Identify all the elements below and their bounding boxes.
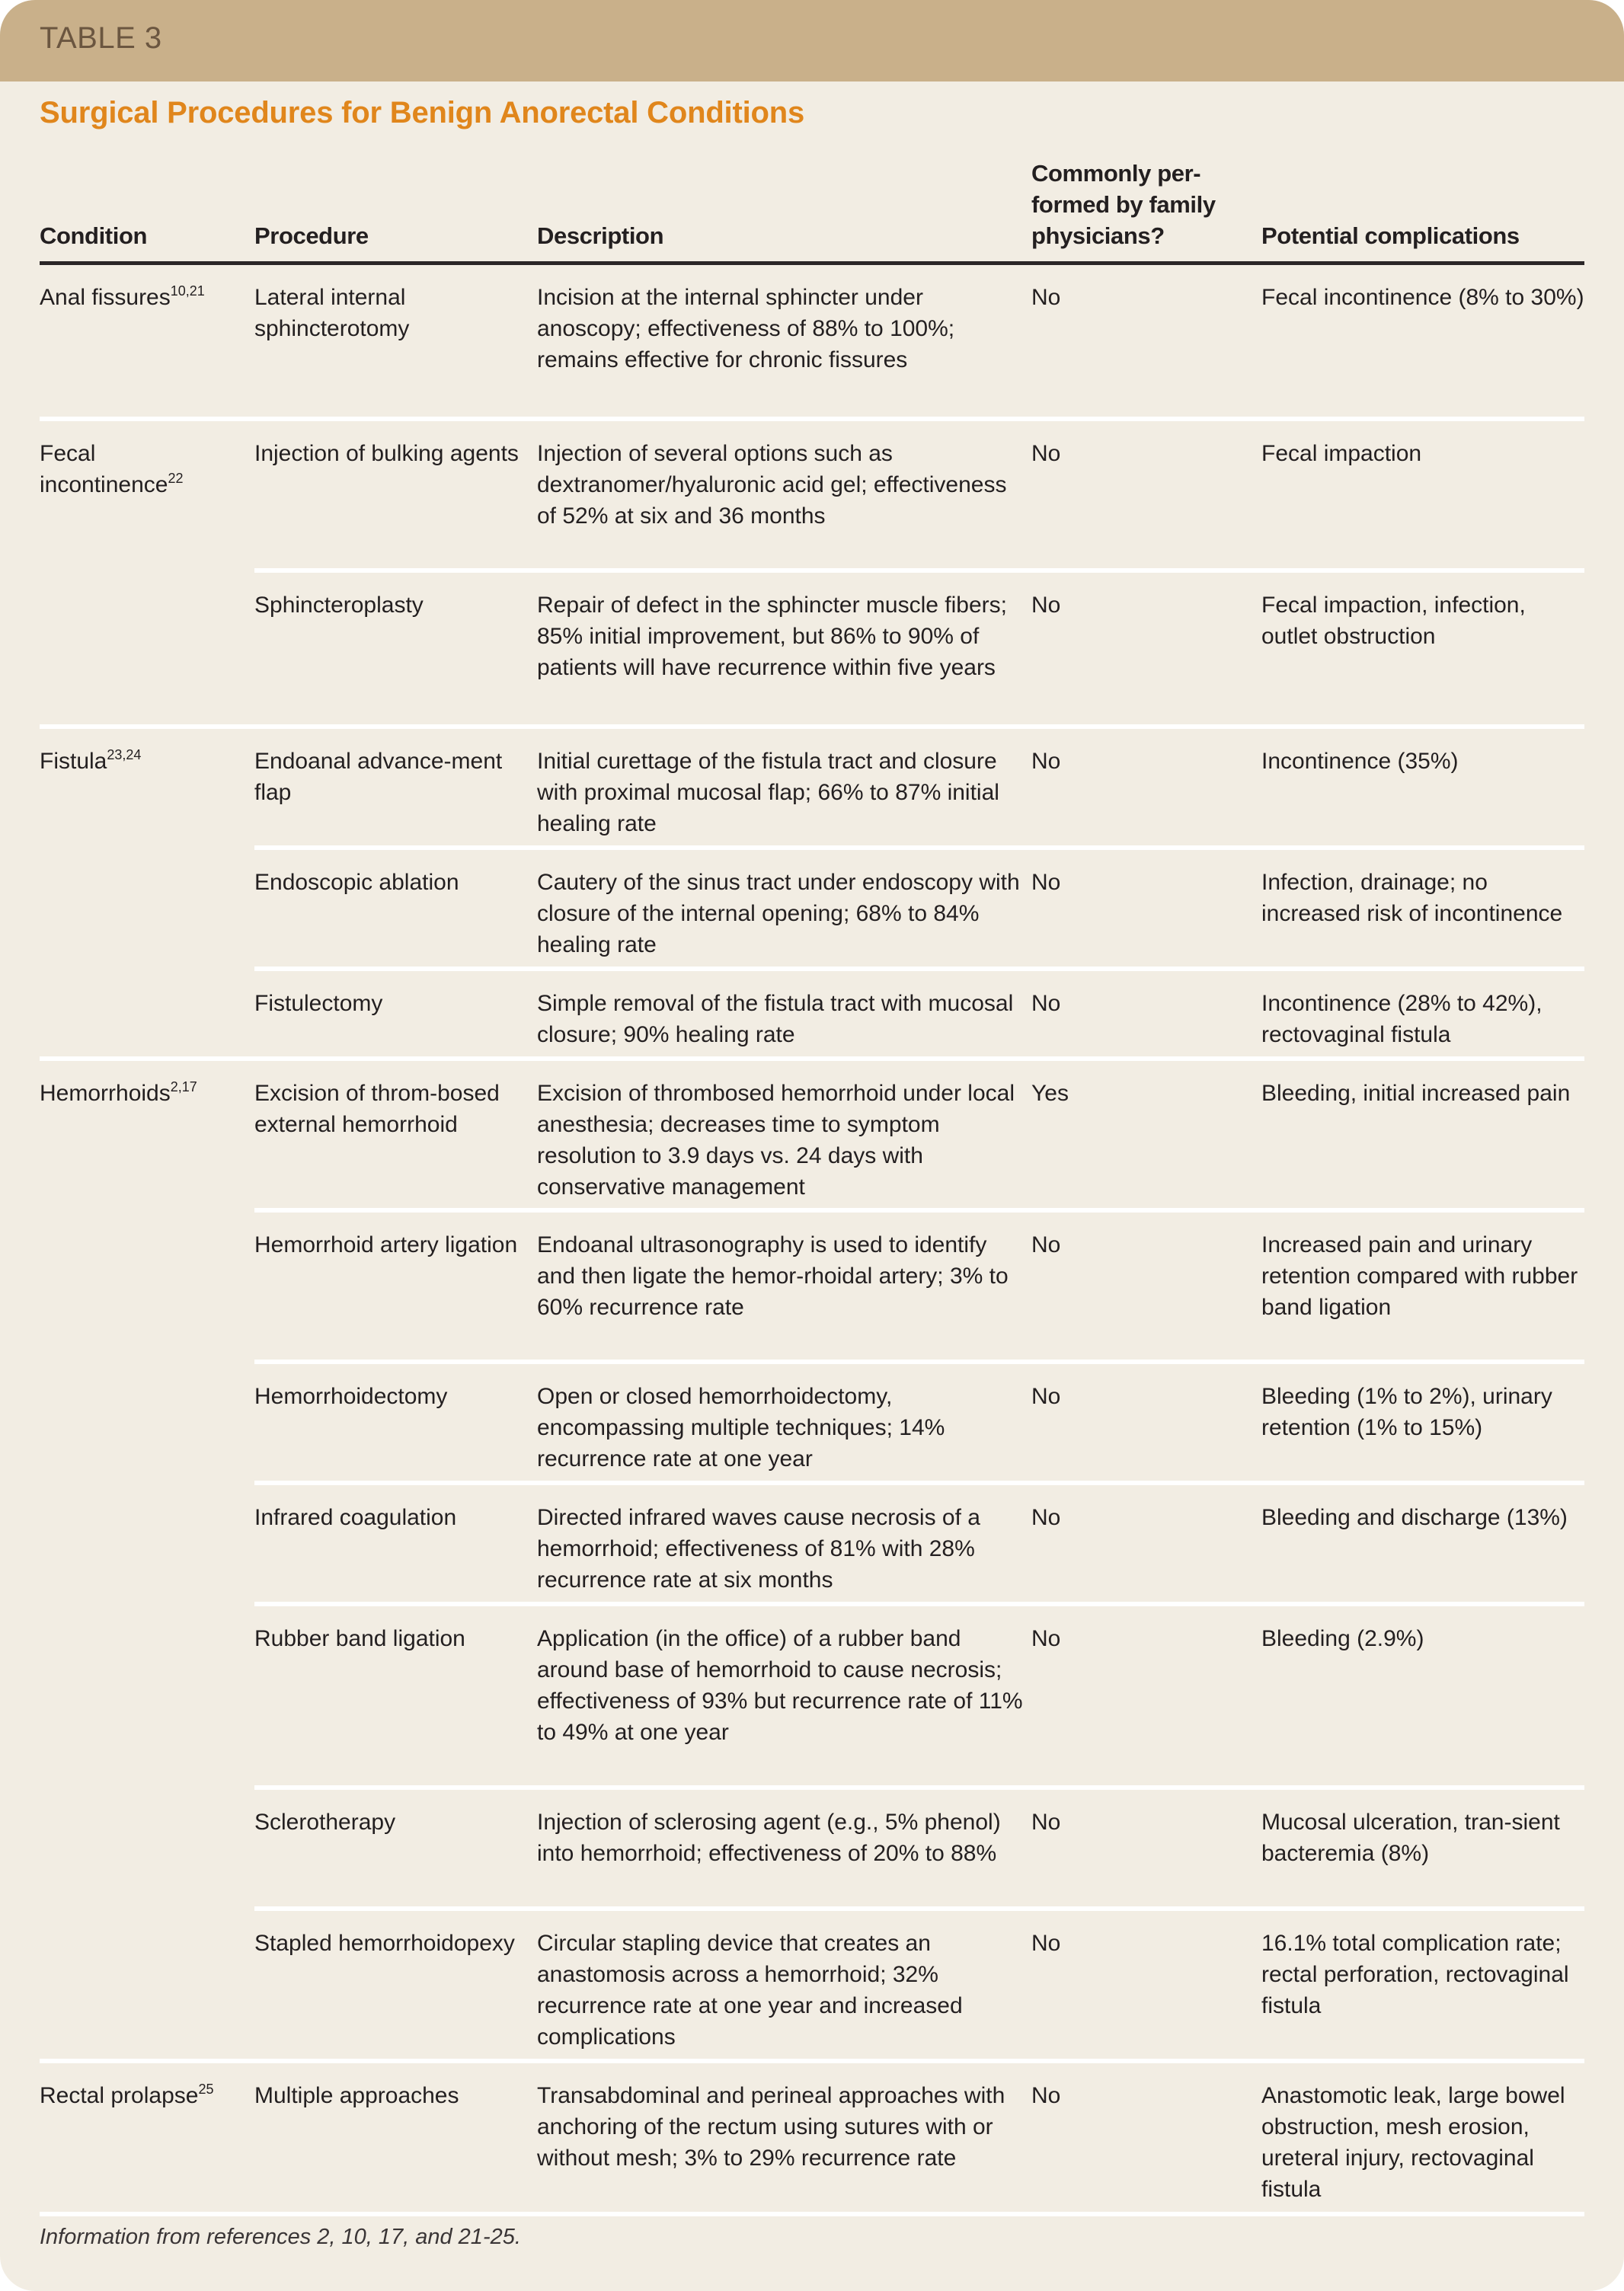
procedure-cell: Sclerotherapy xyxy=(254,1810,396,1835)
condition-group xyxy=(40,2063,1584,2216)
table-body xyxy=(40,265,1584,2216)
commonly-performed-cell: No xyxy=(1031,593,1061,618)
condition-group xyxy=(40,265,1584,421)
group-divider xyxy=(40,2212,1584,2216)
procedure-cell: Infrared coagulation xyxy=(254,1505,457,1530)
commonly-performed-cell: No xyxy=(1031,285,1061,310)
condition-reference: 23,24 xyxy=(107,747,142,762)
table-row xyxy=(254,573,1584,724)
table-row xyxy=(254,1364,1584,1485)
procedure-cell: Endoscopic ablation xyxy=(254,870,459,895)
commonly-performed-cell: No xyxy=(1031,1505,1061,1530)
description-cell: Incision at the internal sphincter under anoscopy; effectiveness of 88% to 100%; remains effective for chronic fissures xyxy=(537,285,955,372)
procedure-cell: Fistulectomy xyxy=(254,991,383,1016)
commonly-performed-cell: No xyxy=(1031,1384,1061,1409)
table-row xyxy=(254,1213,1584,1364)
complications-cell: Bleeding and discharge (13%) xyxy=(1261,1505,1568,1530)
condition-group xyxy=(40,1061,1584,2063)
description-cell: Initial curettage of the fistula tract and closure with proximal mucosal flap; 66% to 87% initial healing rate xyxy=(537,749,999,836)
condition-name: Anal fissures xyxy=(40,285,171,310)
commonly-performed-cell: No xyxy=(1031,1810,1061,1835)
description-cell: Excision of thrombosed hemorrhoid under local anesthesia; decreases time to symptom resolution to 3.9 days vs. 24 days with conservative management xyxy=(537,1081,1015,1200)
complications-cell: Incontinence (28% to 42%), rectovaginal fistula xyxy=(1261,991,1542,1047)
condition-cell xyxy=(40,438,245,500)
column-header-commonly-line2: formed by family xyxy=(1031,191,1216,218)
condition-name: Fistula xyxy=(40,749,107,774)
complications-cell: Fecal impaction, infection, outlet obstruction xyxy=(1261,593,1526,649)
condition-group xyxy=(40,729,1584,1061)
description-cell: Open or closed hemorrhoidectomy, encompassing multiple techniques; 14% recurrence rate at one year xyxy=(537,1384,945,1471)
condition-cell xyxy=(40,282,245,313)
condition-reference: 2,17 xyxy=(170,1079,197,1094)
procedure-cell: Multiple approaches xyxy=(254,2083,459,2108)
procedure-cell: Sphincteroplasty xyxy=(254,593,424,618)
description-cell: Directed infrared waves cause necrosis of a hemorrhoid; effectiveness of 81% with 28% recurrence rate at six months xyxy=(537,1505,980,1593)
procedure-cell: Hemorrhoidectomy xyxy=(254,1384,448,1409)
table-title: Surgical Procedures for Benign Anorectal Conditions xyxy=(40,96,805,129)
commonly-performed-cell: No xyxy=(1031,441,1061,466)
complications-cell: Bleeding, initial increased pain xyxy=(1261,1081,1571,1106)
table-row xyxy=(254,1606,1584,1790)
condition-reference: 22 xyxy=(168,471,184,486)
condition-reference: 10,21 xyxy=(170,283,205,299)
complications-cell: Bleeding (1% to 2%), urinary retention (1% to 15%) xyxy=(1261,1384,1552,1440)
description-cell: Injection of sclerosing agent (e.g., 5% phenol) into hemorrhoid; effectiveness of 20% to 88% xyxy=(537,1810,1001,1866)
description-cell: Repair of defect in the sphincter muscle fibers; 85% initial improvement, but 86% to 90% of patients will have recurrence within five years xyxy=(537,593,1007,680)
commonly-performed-cell: No xyxy=(1031,1626,1061,1651)
column-header-commonly-performed xyxy=(1031,158,1252,251)
column-header-commonly-line1: Commonly per- xyxy=(1031,160,1201,187)
procedure-cell: Stapled hemorrhoidopexy xyxy=(254,1931,515,1956)
description-cell: Transabdominal and perineal approaches with anchoring of the rectum using sutures with or without mesh; 3% to 29% recurrence rate xyxy=(537,2083,1005,2171)
condition-cell xyxy=(40,1078,245,1109)
table-number-label: TABLE 3 xyxy=(40,21,162,55)
procedure-cell: Injection of bulking agents xyxy=(254,441,519,466)
column-header-procedure: Procedure xyxy=(254,222,369,249)
table-row xyxy=(254,2063,1584,2212)
column-header-condition: Condition xyxy=(40,222,148,249)
description-cell: Cautery of the sinus tract under endoscopy with closure of the internal opening; 68% to 84% healing rate xyxy=(537,870,1020,957)
description-cell: Endoanal ultrasonography is used to identify and then ligate the hemor-rhoidal artery; 3% to 60% recurrence rate xyxy=(537,1232,1009,1320)
complications-cell: Mucosal ulceration, tran-sient bacteremia (8%) xyxy=(1261,1810,1560,1866)
condition-name: Fecal incontinence xyxy=(40,441,168,497)
column-header-complications: Potential complications xyxy=(1261,222,1520,249)
complications-cell: Increased pain and urinary retention compared with rubber band ligation xyxy=(1261,1232,1578,1320)
table-header xyxy=(40,149,1584,265)
table-row xyxy=(254,1485,1584,1606)
procedure-cell: Excision of throm-bosed external hemorrhoid xyxy=(254,1081,500,1137)
procedure-cell: Hemorrhoid artery ligation xyxy=(254,1232,518,1257)
condition-name: Rectal prolapse xyxy=(40,2083,199,2108)
complications-cell: Bleeding (2.9%) xyxy=(1261,1626,1424,1651)
complications-cell: Infection, drainage; no increased risk of incontinence xyxy=(1261,870,1563,926)
complications-cell: 16.1% total complication rate; rectal perforation, rectovaginal fistula xyxy=(1261,1931,1569,2018)
table-row xyxy=(254,421,1584,573)
complications-cell: Anastomotic leak, large bowel obstruction, mesh erosion, ureteral injury, rectovaginal fistula xyxy=(1261,2083,1565,2202)
table-row xyxy=(254,1061,1584,1213)
table-row xyxy=(254,1790,1584,1911)
description-cell: Circular stapling device that creates an anastomosis across a hemorrhoid; 32% recurrence rate at one year and increased complications xyxy=(537,1931,963,2050)
commonly-performed-cell: No xyxy=(1031,870,1061,895)
table-footnote: Information from references 2, 10, 17, and 21-25. xyxy=(40,2225,521,2249)
description-cell: Application (in the office) of a rubber band around base of hemorrhoid to cause necrosis; effectiveness of 93% but recurrence rate of 11% to 49% at one year xyxy=(537,1626,1023,1745)
table-row xyxy=(254,1911,1584,2059)
description-cell: Simple removal of the fistula tract with mucosal closure; 90% healing rate xyxy=(537,991,1014,1047)
complications-cell: Fecal incontinence (8% to 30%) xyxy=(1261,285,1584,310)
commonly-performed-cell: No xyxy=(1031,1931,1061,1956)
table-label-band xyxy=(0,0,1624,81)
commonly-performed-cell: No xyxy=(1031,2083,1061,2108)
table-row xyxy=(254,971,1584,1056)
procedure-cell: Endoanal advance-ment flap xyxy=(254,749,503,805)
commonly-performed-cell: Yes xyxy=(1031,1081,1069,1106)
condition-name: Hemorrhoids xyxy=(40,1081,171,1106)
commonly-performed-cell: No xyxy=(1031,991,1061,1016)
commonly-performed-cell: No xyxy=(1031,749,1061,774)
procedure-cell: Lateral internal sphincterotomy xyxy=(254,285,410,341)
table-row xyxy=(254,265,1584,417)
column-header-description: Description xyxy=(537,222,664,249)
condition-cell xyxy=(40,2080,245,2111)
column-header-commonly-line3: physicians? xyxy=(1031,222,1165,249)
condition-reference: 25 xyxy=(198,2082,214,2097)
procedures-table xyxy=(40,149,1584,2216)
complications-cell: Fecal impaction xyxy=(1261,441,1422,466)
condition-cell xyxy=(40,746,245,777)
condition-group xyxy=(40,421,1584,729)
description-cell: Injection of several options such as dextranomer/hyaluronic acid gel; effectiveness of 52% at six and 36 months xyxy=(537,441,1007,529)
complications-cell: Incontinence (35%) xyxy=(1261,749,1459,774)
table-row xyxy=(254,850,1584,971)
procedure-cell: Rubber band ligation xyxy=(254,1626,465,1651)
table-row xyxy=(254,729,1584,850)
commonly-performed-cell: No xyxy=(1031,1232,1061,1257)
